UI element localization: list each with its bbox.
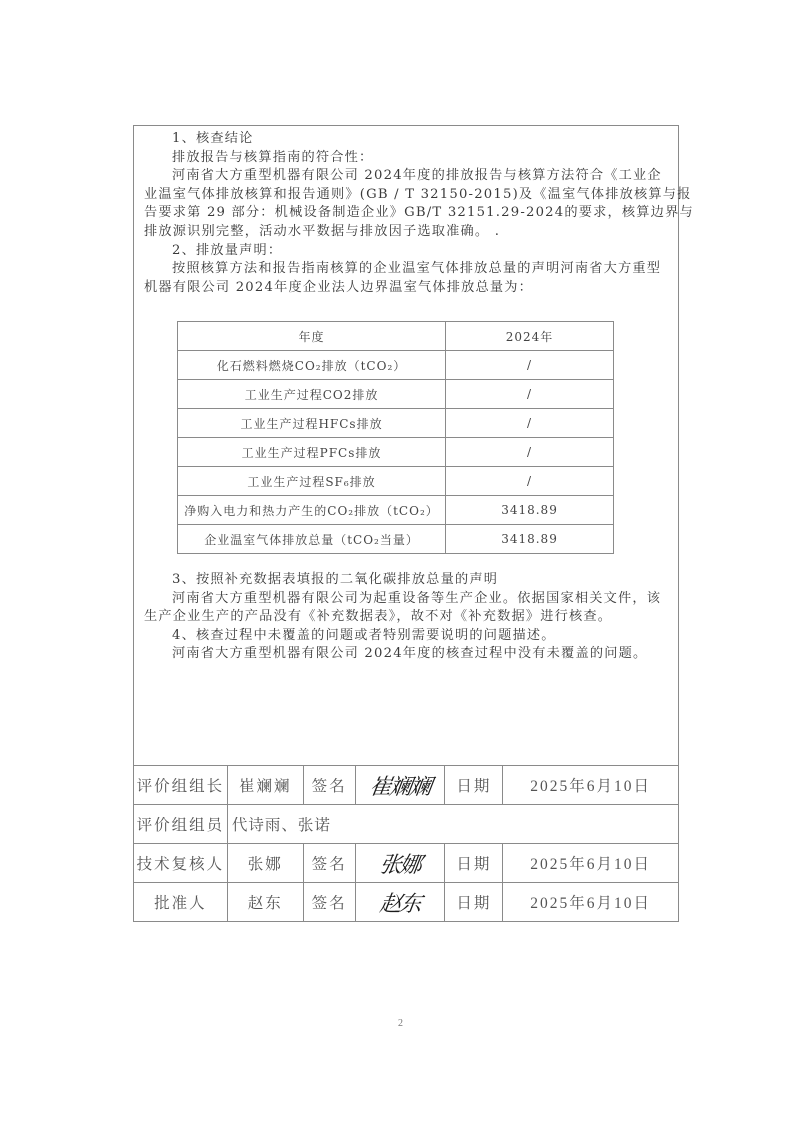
technical-reviewer-role: 技术复核人 <box>134 844 228 883</box>
section3-heading: 3、按照补充数据表填报的二氧化碳排放总量的声明 <box>172 572 499 587</box>
team-leader-row <box>134 766 679 805</box>
sign-label: 签名 <box>303 844 355 883</box>
header-year-label: 年度 <box>178 322 446 351</box>
section1-line-4: 排放源识别完整，活动水平数据与排放因子选取准确。 . <box>144 223 501 239</box>
approver-row <box>134 883 679 922</box>
row-value-fossil-fuel: / <box>446 351 614 380</box>
row-label-process-co2: 工业生产过程CO2排放 <box>178 380 446 409</box>
date-label: 日期 <box>445 844 503 883</box>
section1-subheading: 排放报告与核算指南的符合性： <box>172 149 374 165</box>
emissions-table-header <box>178 322 614 351</box>
section4-heading: 4、核查过程中未覆盖的问题或者特别需要说明的问题描述。 <box>172 627 556 643</box>
table-row <box>178 467 614 496</box>
technical-reviewer-row <box>134 844 679 883</box>
header-year-value: 2024年 <box>446 322 614 351</box>
section1-line-2: 业温室气体排放核算和报告通则》(GB / T 32150-2015)及《温室气体排放核算与报 <box>144 186 692 202</box>
table-row <box>178 525 614 554</box>
technical-reviewer-name: 张娜 <box>227 844 303 883</box>
sign-label: 签名 <box>303 766 355 805</box>
section3-line-2: 生产企业生产的产品没有《补充数据表》，故不对《补充数据》进行核查。 <box>144 609 613 625</box>
handwritten-signature: 张娜 <box>377 852 422 878</box>
row-value-sf6: / <box>446 467 614 496</box>
approver-role: 批准人 <box>134 883 228 922</box>
team-members-names: 代诗雨、张诺 <box>227 805 678 844</box>
team-members-row <box>134 805 679 844</box>
sign-label: 签名 <box>303 883 355 922</box>
team-leader-name: 崔斓斓 <box>227 766 303 805</box>
approver-date: 2025年6月10日 <box>503 883 679 922</box>
table-row <box>178 380 614 409</box>
handwritten-signature: 赵东 <box>377 891 422 917</box>
row-label-total: 企业温室气体排放总量（tCO₂当量） <box>178 525 446 554</box>
team-members-role: 评价组组员 <box>134 805 228 844</box>
approver-name: 赵东 <box>227 883 303 922</box>
section1-line-1: 河南省大方重型机器有限公司 2024年度的排放报告与核算方法符合《工业企 <box>172 168 662 184</box>
table-row <box>178 438 614 467</box>
row-label-fossil-fuel: 化石燃料燃烧CO₂排放（tCO₂） <box>178 351 446 380</box>
row-label-sf6: 工业生产过程SF₆排放 <box>178 467 446 496</box>
row-label-hfcs: 工业生产过程HFCs排放 <box>178 409 446 438</box>
team-leader-role: 评价组组长 <box>134 766 228 805</box>
conclusion-text <box>134 126 694 297</box>
supplementary-text <box>144 571 668 664</box>
section4-paragraph: 河南省大方重型机器有限公司 2024年度的核查过程中没有未覆盖的问题。 <box>172 646 648 662</box>
table-row <box>178 409 614 438</box>
verification-conclusion-box <box>133 125 694 765</box>
date-label: 日期 <box>445 883 503 922</box>
row-value-total: 3418.89 <box>446 525 614 554</box>
row-value-pfcs: / <box>446 438 614 467</box>
section1-line-3: 告要求第 29 部分：机械设备制造企业》GB/T 32151.29-2024的要求，核算边界与 <box>144 205 694 221</box>
handwritten-signature: 崔斓斓 <box>367 774 432 800</box>
section2-line-1: 按照核算方法和报告指南核算的企业温室气体排放总量的声明河南省大方重型 <box>172 261 662 277</box>
team-leader-date: 2025年6月10日 <box>503 766 679 805</box>
page-number: 2 <box>398 1018 403 1029</box>
date-label: 日期 <box>445 766 503 805</box>
team-leader-signature <box>355 766 445 805</box>
section2-line-2: 机器有限公司 2024年度企业法人边界温室气体排放总量为： <box>144 279 534 295</box>
row-value-process-co2: / <box>446 380 614 409</box>
row-value-hfcs: / <box>446 409 614 438</box>
table-row <box>178 351 614 380</box>
row-value-purchased-power: 3418.89 <box>446 496 614 525</box>
technical-reviewer-date: 2025年6月10日 <box>503 844 679 883</box>
technical-reviewer-signature <box>355 844 445 883</box>
section3-line-1: 河南省大方重型机器有限公司为起重设备等生产企业。依据国家相关文件，该 <box>172 590 662 606</box>
section2-heading: 2、排放量声明： <box>172 242 283 258</box>
row-label-purchased-power: 净购入电力和热力产生的CO₂排放（tCO₂） <box>178 496 446 525</box>
section1-heading: 1、核查结论 <box>172 131 254 146</box>
row-label-pfcs: 工业生产过程PFCs排放 <box>178 438 446 467</box>
approver-signature <box>355 883 445 922</box>
signature-table <box>133 765 679 922</box>
table-row <box>178 496 614 525</box>
emissions-table <box>177 321 614 554</box>
